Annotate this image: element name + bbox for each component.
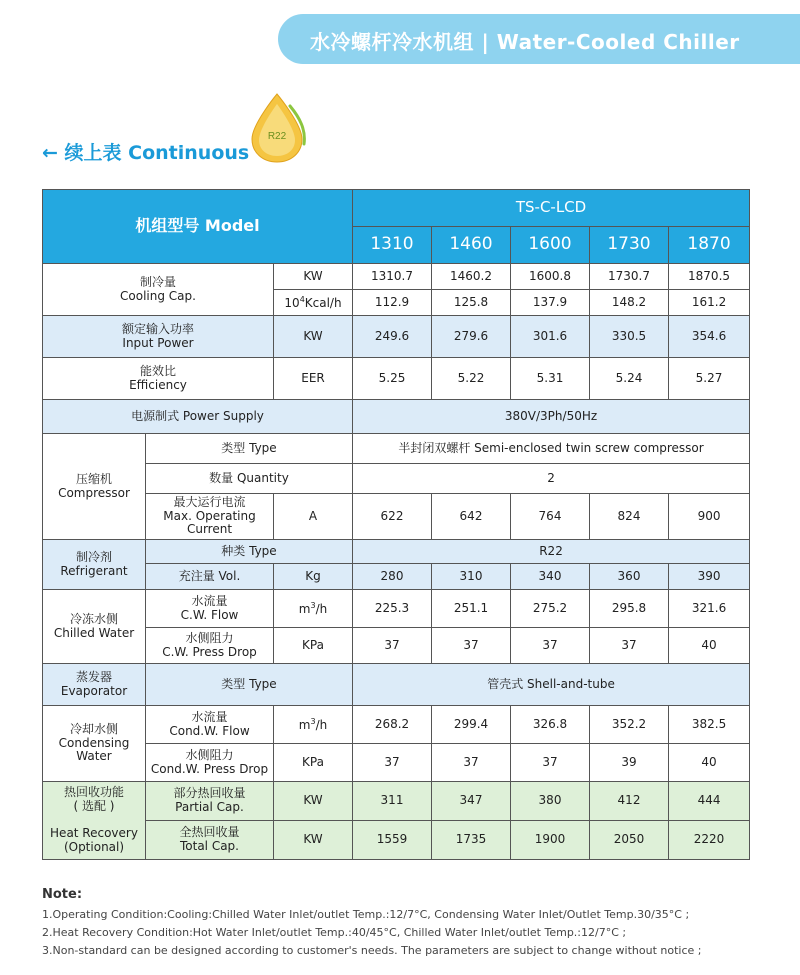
compressor-label: 压缩机 Compressor (43, 434, 146, 540)
refrigerant-type-label: 种类 Type (146, 540, 353, 564)
cond-flow-1870: 382.5 (669, 706, 750, 744)
note-1: 1.Operating Condition:Cooling:Chilled Water Inlet/outlet Temp.:12/7°C, Condensing Water Inlet/Outlet Temp.30/35°C ; (42, 908, 690, 921)
chilled-flow-1600: 275.2 (511, 590, 590, 628)
cond-flow-1460: 299.4 (432, 706, 511, 744)
chilled-flow-label: 水流量 C.W. Flow (146, 590, 274, 628)
efficiency-1600: 5.31 (511, 358, 590, 400)
power-supply-value: 380V/3Ph/50Hz (353, 400, 750, 434)
r22-badge-text: R22 (267, 131, 287, 142)
model-1870: 1870 (669, 227, 750, 264)
compressor-current-1310: 622 (353, 494, 432, 540)
spec-table (42, 189, 750, 860)
efficiency-label: 能效比 Efficiency (43, 358, 274, 400)
chilled-flow-unit: $m^3/h$ (274, 590, 353, 628)
efficiency-unit: EER (274, 358, 353, 400)
model-header: 机组型号 Model (43, 190, 353, 264)
power-supply-label: 电源制式 Power Supply (43, 400, 353, 434)
continuous-label: 续上表 Continuous (64, 142, 250, 164)
chilled-water-label: 冷冻水侧 Chilled Water (43, 590, 146, 664)
model-1600: 1600 (511, 227, 590, 264)
chilled-drop-1310: 37 (353, 628, 432, 664)
cooling-kw-1310: 1310.7 (353, 264, 432, 290)
note-3: 3.Non-standard can be designed according to customer's needs. The parameters are subject to change without notice ; (42, 944, 702, 957)
cond-flow-1600: 326.8 (511, 706, 590, 744)
cooling-kcal-1730: 148.2 (590, 290, 669, 316)
chilled-flow-1870: 321.6 (669, 590, 750, 628)
partial-recovery-1870: 444 (669, 782, 750, 821)
model-1460: 1460 (432, 227, 511, 264)
chilled-drop-label: 水侧阻力 C.W. Press Drop (146, 628, 274, 664)
chilled-drop-1600: 37 (511, 628, 590, 664)
compressor-current-1870: 900 (669, 494, 750, 540)
partial-recovery-label: 部分热回收量 Partial Cap. (146, 782, 274, 821)
refrigerant-vol-1600: 340 (511, 564, 590, 590)
model-1310: 1310 (353, 227, 432, 264)
compressor-current-1600: 764 (511, 494, 590, 540)
cond-drop-label: 水侧阻力 Cond.W. Press Drop (146, 744, 274, 782)
chilled-drop-1730: 37 (590, 628, 669, 664)
input-power-unit: KW (274, 316, 353, 358)
input-power-1600: 301.6 (511, 316, 590, 358)
efficiency-1310: 5.25 (353, 358, 432, 400)
note-2: 2.Heat Recovery Condition:Hot Water Inlet/outlet Temp.:40/45°C, Chilled Water Inlet/outlet Temp.:12/7°C ; (42, 926, 627, 939)
refrigerant-label: 制冷剂 Refrigerant (43, 540, 146, 590)
total-recovery-1600: 1900 (511, 821, 590, 860)
cooling-label: 制冷量 Cooling Cap. (43, 264, 274, 316)
compressor-qty-label: 数量 Quantity (146, 464, 353, 494)
partial-recovery-1600: 380 (511, 782, 590, 821)
cond-drop-unit: KPa (274, 744, 353, 782)
cond-flow-1730: 352.2 (590, 706, 669, 744)
cooling-kcal-1600: 137.9 (511, 290, 590, 316)
cond-drop-1730: 39 (590, 744, 669, 782)
refrigerant-vol-label: 充注量 Vol. (146, 564, 274, 590)
input-power-label: 额定输入功率 Input Power (43, 316, 274, 358)
arrow-left-icon: ← (42, 142, 58, 164)
refrigerant-vol-1310: 280 (353, 564, 432, 590)
total-recovery-unit: KW (274, 821, 353, 860)
total-recovery-label: 全热回收量 Total Cap. (146, 821, 274, 860)
compressor-type-label: 类型 Type (146, 434, 353, 464)
chilled-drop-1870: 40 (669, 628, 750, 664)
heat-recovery-label: 热回收功能 ( 选配 ) Heat Recovery (Optional) (43, 782, 146, 860)
cooling-kw-1460: 1460.2 (432, 264, 511, 290)
chilled-drop-unit: KPa (274, 628, 353, 664)
partial-recovery-1310: 311 (353, 782, 432, 821)
refrigerant-vol-1460: 310 (432, 564, 511, 590)
compressor-current-1730: 824 (590, 494, 669, 540)
cond-drop-1310: 37 (353, 744, 432, 782)
refrigerant-type-value: R22 (353, 540, 750, 564)
cooling-unit-kcal: $10^4Kcal/h$ (274, 290, 353, 316)
cooling-kcal-1870: 161.2 (669, 290, 750, 316)
cooling-kw-1600: 1600.8 (511, 264, 590, 290)
compressor-current-1460: 642 (432, 494, 511, 540)
cooling-kcal-1460: 125.8 (432, 290, 511, 316)
partial-recovery-1460: 347 (432, 782, 511, 821)
input-power-1460: 279.6 (432, 316, 511, 358)
efficiency-1460: 5.22 (432, 358, 511, 400)
cooling-kw-1870: 1870.5 (669, 264, 750, 290)
cond-flow-unit: $m^3/h$ (274, 706, 353, 744)
input-power-1310: 249.6 (353, 316, 432, 358)
compressor-current-label: 最大运行电流 Max. Operating Current (146, 494, 274, 540)
compressor-qty-value: 2 (353, 464, 750, 494)
r22-drop-icon (246, 92, 308, 164)
chilled-flow-1310: 225.3 (353, 590, 432, 628)
cooling-kw-1730: 1730.7 (590, 264, 669, 290)
series-header: TS-C-LCD (353, 190, 750, 227)
cond-drop-1460: 37 (432, 744, 511, 782)
continuous-link[interactable] (42, 138, 249, 165)
cooling-kcal-1310: 112.9 (353, 290, 432, 316)
efficiency-1730: 5.24 (590, 358, 669, 400)
compressor-type-value: 半封闭双螺杆 Semi-enclosed twin screw compressor (353, 434, 750, 464)
page-title: 水冷螺杆冷水机组 | Water-Cooled Chiller (310, 30, 740, 54)
chilled-flow-1730: 295.8 (590, 590, 669, 628)
note-title: Note: (42, 887, 83, 902)
input-power-1870: 354.6 (669, 316, 750, 358)
evaporator-label: 蒸发器 Evaporator (43, 664, 146, 706)
chilled-flow-1460: 251.1 (432, 590, 511, 628)
refrigerant-vol-1730: 360 (590, 564, 669, 590)
cond-flow-label: 水流量 Cond.W. Flow (146, 706, 274, 744)
condensing-water-label: 冷却水侧 Condensing Water (43, 706, 146, 782)
cond-drop-1600: 37 (511, 744, 590, 782)
model-1730: 1730 (590, 227, 669, 264)
total-recovery-1460: 1735 (432, 821, 511, 860)
efficiency-1870: 5.27 (669, 358, 750, 400)
refrigerant-vol-unit: Kg (274, 564, 353, 590)
cond-drop-1870: 40 (669, 744, 750, 782)
evaporator-type-value: 管壳式 Shell-and-tube (353, 664, 750, 706)
refrigerant-vol-1870: 390 (669, 564, 750, 590)
total-recovery-1730: 2050 (590, 821, 669, 860)
total-recovery-1870: 2220 (669, 821, 750, 860)
partial-recovery-1730: 412 (590, 782, 669, 821)
evaporator-type-label: 类型 Type (146, 664, 353, 706)
cond-flow-1310: 268.2 (353, 706, 432, 744)
partial-recovery-unit: KW (274, 782, 353, 821)
cooling-unit-kw: KW (274, 264, 353, 290)
chilled-drop-1460: 37 (432, 628, 511, 664)
compressor-current-unit: A (274, 494, 353, 540)
input-power-1730: 330.5 (590, 316, 669, 358)
total-recovery-1310: 1559 (353, 821, 432, 860)
